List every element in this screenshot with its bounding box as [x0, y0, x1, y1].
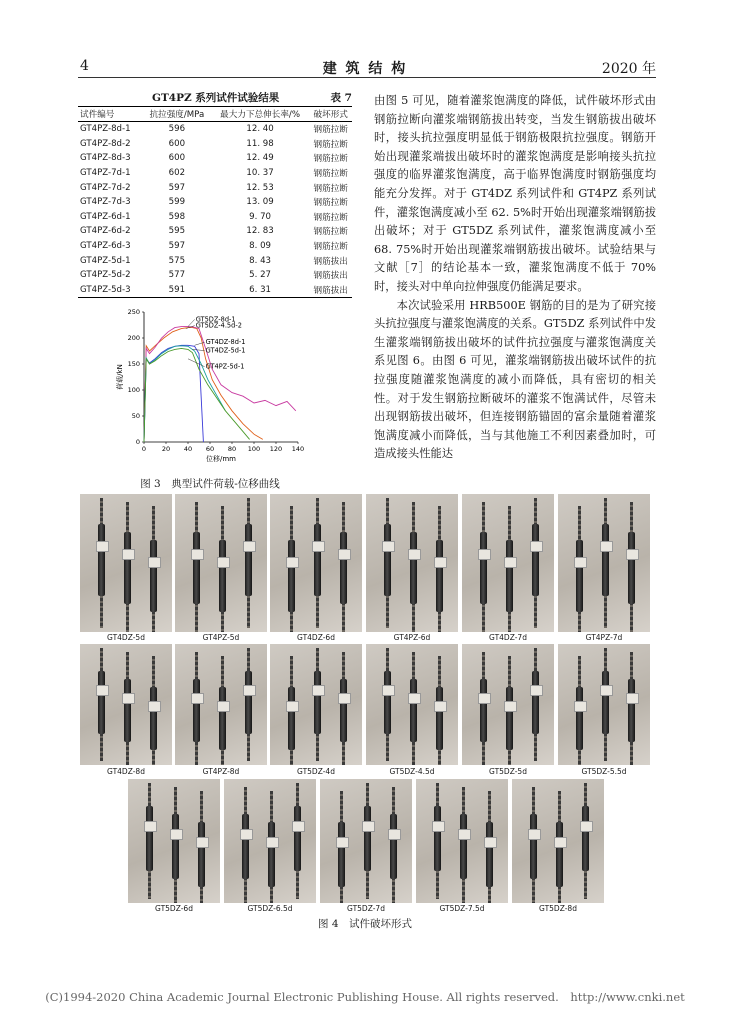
x-tick-label: 20: [161, 445, 171, 453]
label-band-image: [574, 557, 587, 568]
coupler-sleeve-image: [124, 532, 131, 604]
coupler-sleeve-image: [460, 814, 467, 878]
coupler-sleeve-image: [532, 524, 539, 596]
label-band-image: [478, 549, 491, 560]
coupler-sleeve-image: [628, 532, 635, 604]
label-band-image: [196, 837, 209, 848]
coupler-sleeve-image: [314, 524, 321, 596]
table-row: [78, 268, 352, 283]
x-axis-label: 位移/mm: [206, 455, 236, 462]
table-cell: GT4PZ-6d-1: [80, 211, 131, 222]
label-band-image: [408, 549, 421, 560]
coupler-sleeve-image: [576, 687, 583, 750]
specimen-photo-label: GT4PZ-6d: [393, 633, 431, 642]
series-line: [144, 345, 203, 442]
table-row: [78, 180, 352, 195]
table-cell: 9. 70: [249, 211, 272, 222]
coupler-sleeve-image: [193, 532, 200, 604]
coupler-sleeve-image: [410, 532, 417, 604]
coupler-sleeve-image: [124, 679, 131, 742]
label-band-image: [484, 837, 497, 848]
coupler-sleeve-image: [98, 524, 105, 596]
table-cell: 钢筋拉断: [313, 212, 348, 223]
coupler-sleeve-image: [150, 687, 157, 750]
label-band-image: [243, 685, 256, 696]
coupler-sleeve-image: [390, 814, 397, 878]
specimen-photo: [366, 494, 458, 632]
coupler-sleeve-image: [436, 540, 443, 612]
table-cell: 钢筋拔出: [313, 256, 348, 267]
specimen-photo: [175, 494, 267, 632]
label-band-image: [338, 693, 351, 704]
x-tick-label: 60: [205, 445, 215, 453]
specimen-photo: [416, 779, 508, 903]
coupler-sleeve-image: [242, 814, 249, 878]
coupler-sleeve-image: [98, 671, 105, 734]
year: 2020 年: [601, 61, 656, 77]
specimen-photo-label: GT4DZ-7d: [489, 633, 527, 642]
label-band-image: [530, 541, 543, 552]
x-tick-label: 80: [227, 445, 237, 453]
coupler-sleeve-image: [294, 806, 301, 870]
specimen-photo-label: GT4DZ-5d: [107, 633, 145, 642]
label-band-image: [240, 829, 253, 840]
specimen-photo-label: GT4PZ-5d: [202, 633, 240, 642]
label-band-image: [580, 821, 593, 832]
table-cell: 钢筋拔出: [309, 283, 352, 298]
coupler-sleeve-image: [582, 806, 589, 870]
table-cell: GT4PZ-8d-1: [80, 124, 131, 135]
table7-header-strength: 抗拉强度/MPa: [143, 107, 211, 122]
table-cell: 577: [168, 270, 186, 281]
specimen-photo-label: GT5DZ-5d: [489, 767, 527, 776]
specimen-photo-label: GT4PZ-8d: [202, 767, 240, 776]
y-tick-label: 200: [127, 334, 140, 343]
label-band-image: [626, 549, 639, 560]
page-number: 4: [80, 58, 89, 74]
coupler-sleeve-image: [340, 532, 347, 604]
label-band-image: [286, 701, 299, 712]
table-cell: 595: [168, 226, 186, 237]
label-band-image: [148, 557, 161, 568]
table-cell: GT4PZ-7d-3: [80, 197, 131, 208]
header-rule: [78, 77, 656, 78]
label-band-image: [362, 821, 375, 832]
table7-header-row: [78, 107, 352, 122]
x-tick-label: 0: [141, 445, 147, 453]
label-band-image: [530, 685, 543, 696]
table-cell: 钢筋拉断: [313, 227, 348, 238]
table-cell: GT4PZ-6d-2: [80, 226, 131, 237]
specimen-photo-label: GT4DZ-8d: [107, 767, 145, 776]
series-label: GT4DZ-5d-1: [205, 346, 246, 355]
specimen-photo-label: GT5DZ-7.5d: [439, 904, 485, 913]
label-band-image: [144, 821, 157, 832]
figure4-caption: 图 4 试件破坏形式: [317, 918, 413, 930]
coupler-sleeve-image: [314, 671, 321, 734]
label-band-image: [478, 693, 491, 704]
coupler-sleeve-image: [628, 679, 635, 742]
label-band-image: [96, 541, 109, 552]
coupler-sleeve-image: [480, 532, 487, 604]
label-band-image: [408, 693, 421, 704]
coupler-sleeve-image: [486, 822, 493, 886]
coupler-sleeve-image: [436, 687, 443, 750]
table-cell: GT4PZ-7d-2: [80, 182, 131, 193]
coupler-sleeve-image: [219, 687, 226, 750]
label-band-image: [458, 829, 471, 840]
coupler-sleeve-image: [602, 524, 609, 596]
x-tick-label: 40: [183, 445, 193, 453]
specimen-photo: [270, 644, 362, 765]
specimen-photo-label: GT5DZ-4.5d: [389, 767, 435, 776]
specimen-photo: [224, 779, 316, 903]
table7-header-id: 试件编号: [78, 107, 143, 122]
coupler-sleeve-image: [410, 679, 417, 742]
table-cell: 602: [168, 168, 186, 179]
table7-header-failure: 破坏形式: [309, 107, 352, 122]
label-band-image: [292, 821, 305, 832]
table-row: [78, 253, 352, 268]
table-cell: 8. 09: [249, 241, 272, 252]
y-axis-label: 荷载/kN: [116, 364, 124, 390]
table-cell: GT4PZ-5d-1: [80, 255, 131, 266]
label-band-image: [388, 829, 401, 840]
coupler-sleeve-image: [384, 524, 391, 596]
x-tick-label: 100: [247, 445, 261, 453]
copyright-footer: (C)1994-2020 China Academic Journal Electronic Publishing House. All rights reserved. http://www.cnki.net: [45, 990, 685, 1004]
table-cell: GT4PZ-5d-3: [78, 283, 143, 298]
coupler-sleeve-image: [576, 540, 583, 612]
table-cell: GT4PZ-6d-3: [80, 241, 131, 252]
table-row: [78, 283, 352, 298]
table-cell: 钢筋拉断: [313, 125, 348, 136]
label-band-image: [504, 701, 517, 712]
specimen-photo: [512, 779, 604, 903]
label-band-image: [338, 549, 351, 560]
coupler-sleeve-image: [532, 671, 539, 734]
label-band-image: [574, 701, 587, 712]
table-cell: 12. 53: [246, 182, 274, 193]
label-band-image: [217, 701, 230, 712]
label-band-image: [600, 541, 613, 552]
y-tick-label: 0: [135, 438, 140, 447]
figure3-caption: 图 3 典型试件荷载-位移曲线: [140, 478, 280, 490]
figure3-load-displacement-chart: [110, 300, 310, 462]
specimen-photo: [462, 494, 554, 632]
table-row: [78, 166, 352, 181]
paragraph-2: 本次试验采用 HRB500E 钢筋的目的是为了研究接头抗拉强度与灌浆饱满度的关系。GT5DZ 系列试件中发生灌浆端钢筋拔出破坏的试件抗拉强度与灌浆饱满度关系见图 6。由图 6 可见，灌浆端钢筋拔出破坏试件的抗拉强度随灌浆饱满度的减小而降低，具有密切的相关性。对于发生钢筋拉断破坏的灌浆不饱满试件，尽管未出现钢筋拔出破坏，但连接钢筋锚固的富余量随着灌浆饱满度减小而降低，当与其他施工不利因素叠加时，可造成接头性能达: [374, 298, 656, 461]
table-cell: 钢筋拔出: [313, 271, 348, 282]
label-band-image: [528, 829, 541, 840]
coupler-sleeve-image: [288, 687, 295, 750]
specimen-photo-label: GT4PZ-7d: [585, 633, 623, 642]
series-leader-line: [188, 359, 205, 367]
coupler-sleeve-image: [198, 822, 205, 886]
body-text: [374, 92, 656, 464]
label-band-image: [382, 541, 395, 552]
specimen-photo: [558, 644, 650, 765]
table-row: [78, 224, 352, 239]
table-cell: 10. 37: [246, 168, 274, 179]
table-cell: 13. 09: [246, 197, 274, 208]
label-band-image: [170, 829, 183, 840]
series-label: GT5DZ-8d-1: [195, 315, 236, 324]
coupler-sleeve-image: [146, 806, 153, 870]
specimen-photo: [320, 779, 412, 903]
table-cell: 5. 27: [249, 270, 272, 281]
label-band-image: [312, 541, 325, 552]
table-cell: 钢筋拉断: [313, 139, 348, 150]
label-band-image: [434, 557, 447, 568]
y-tick-label: 250: [127, 308, 140, 317]
specimen-photo: [270, 494, 362, 632]
label-band-image: [286, 557, 299, 568]
label-band-image: [243, 541, 256, 552]
table-row: [78, 195, 352, 210]
specimen-photo-label: GT4DZ-6d: [297, 633, 335, 642]
table-cell: 12. 40: [246, 124, 274, 135]
table-cell: 6. 31: [211, 283, 310, 298]
table7-body: [78, 122, 352, 298]
table-row: [78, 151, 352, 166]
table-row: [78, 239, 352, 254]
coupler-sleeve-image: [506, 540, 513, 612]
table-cell: 12. 83: [246, 226, 274, 237]
coupler-sleeve-image: [150, 540, 157, 612]
series-leader-line: [188, 319, 195, 326]
table-cell: 597: [168, 182, 186, 193]
coupler-sleeve-image: [288, 540, 295, 612]
journal-title: 建 筑 结 构: [322, 61, 408, 77]
coupler-sleeve-image: [556, 822, 563, 886]
label-band-image: [191, 549, 204, 560]
label-band-image: [96, 685, 109, 696]
series-label: GT5DZ-4.5d-2: [195, 321, 242, 330]
table-row: [78, 137, 352, 152]
table-cell: GT4PZ-8d-2: [80, 138, 131, 149]
table-cell: 596: [168, 124, 186, 135]
label-band-image: [382, 685, 395, 696]
table7: [78, 106, 352, 298]
coupler-sleeve-image: [340, 679, 347, 742]
label-band-image: [266, 837, 279, 848]
label-band-image: [600, 685, 613, 696]
series-label: GT4PZ-5d-1: [205, 362, 245, 371]
table-cell: 575: [168, 255, 186, 266]
y-tick-label: 50: [131, 412, 140, 421]
label-band-image: [554, 837, 567, 848]
table-cell: GT4PZ-8d-3: [80, 153, 131, 164]
specimen-photo-label: GT5DZ-6d: [155, 904, 193, 913]
table-cell: 钢筋拉断: [313, 242, 348, 253]
specimen-photo: [80, 494, 172, 632]
specimen-photo-label: GT5DZ-4d: [297, 767, 335, 776]
coupler-sleeve-image: [480, 679, 487, 742]
table-cell: 600: [168, 138, 186, 149]
label-band-image: [148, 701, 161, 712]
specimen-photo-label: GT5DZ-8d: [539, 904, 577, 913]
table-cell: 599: [168, 197, 186, 208]
label-band-image: [336, 837, 349, 848]
specimen-photo-label: GT5DZ-7d: [347, 904, 385, 913]
table-cell: 钢筋拉断: [313, 198, 348, 209]
table-cell: 591: [143, 283, 211, 298]
table-cell: 11. 98: [246, 138, 274, 149]
table7-header-elongation: 最大力下总伸长率/%: [211, 107, 310, 122]
specimen-photo-label: GT5DZ-6.5d: [247, 904, 293, 913]
table-cell: 597: [168, 241, 186, 252]
table-row: [78, 122, 352, 137]
x-tick-label: 120: [269, 445, 283, 453]
table-cell: 钢筋拉断: [313, 154, 348, 165]
label-band-image: [122, 693, 135, 704]
coupler-sleeve-image: [364, 806, 371, 870]
label-band-image: [312, 685, 325, 696]
label-band-image: [122, 549, 135, 560]
coupler-sleeve-image: [193, 679, 200, 742]
coupler-sleeve-image: [338, 822, 345, 886]
label-band-image: [217, 557, 230, 568]
coupler-sleeve-image: [530, 814, 537, 878]
x-tick-label: 140: [291, 445, 305, 453]
specimen-photo: [558, 494, 650, 632]
coupler-sleeve-image: [268, 822, 275, 886]
label-band-image: [434, 701, 447, 712]
coupler-sleeve-image: [245, 671, 252, 734]
table-cell: GT4PZ-7d-1: [80, 168, 131, 179]
coupler-sleeve-image: [245, 524, 252, 596]
coupler-sleeve-image: [384, 671, 391, 734]
coupler-sleeve-image: [434, 806, 441, 870]
specimen-photo: [366, 644, 458, 765]
coupler-sleeve-image: [602, 671, 609, 734]
label-band-image: [504, 557, 517, 568]
specimen-photo: [462, 644, 554, 765]
label-band-image: [191, 693, 204, 704]
paragraph-1: 由图 5 可见，随着灌浆饱满度的降低，试件破坏形式由钢筋拉断向灌浆端钢筋拔出转变，当发生钢筋拔出破坏时，接头抗拉强度明显低于钢筋极限抗拉强度。钢筋开始出现灌浆端拔出破坏时的灌浆饱满度是影响接头抗拉强度的临界灌浆饱满度，高于临界饱满度时钢筋强度均能充分发挥。对于 GT4DZ 系列试件和 GT4PZ 系列试件，灌浆饱满度减小至 62. 5%时开始出现灌浆端钢筋拔出破坏；对于 GT5DZ 系列试件，灌浆饱满度减小至 68. 75%时开始出现灌浆端钢筋拔出破坏。试验结果与文献［7］的结论基本一致，灌浆饱满度不低于 70%时，接头对中单向拉伸强度仍能满足要求。: [374, 94, 656, 293]
coupler-sleeve-image: [219, 540, 226, 612]
specimen-photo: [175, 644, 267, 765]
table-row: [78, 210, 352, 225]
coupler-sleeve-image: [172, 814, 179, 878]
table-cell: 钢筋拉断: [313, 169, 348, 180]
specimen-photo: [128, 779, 220, 903]
table-cell: 600: [168, 153, 186, 164]
coupler-sleeve-image: [506, 687, 513, 750]
table-cell: 钢筋拉断: [313, 183, 348, 194]
label-band-image: [626, 693, 639, 704]
y-tick-label: 100: [127, 386, 140, 395]
y-tick-label: 150: [127, 360, 140, 369]
table-cell: 598: [168, 211, 186, 222]
table-cell: 12. 49: [246, 153, 274, 164]
table-cell: GT4PZ-5d-2: [80, 270, 131, 281]
label-band-image: [432, 821, 445, 832]
table-cell: 8. 43: [249, 255, 272, 266]
table7-title: GT4PZ 系列试件试验结果: [152, 92, 280, 104]
specimen-photo-label: GT5DZ-5.5d: [581, 767, 627, 776]
specimen-photo: [80, 644, 172, 765]
table7-number: 表 7: [330, 92, 352, 104]
series-label: GT4DZ-8d-1: [205, 338, 246, 347]
